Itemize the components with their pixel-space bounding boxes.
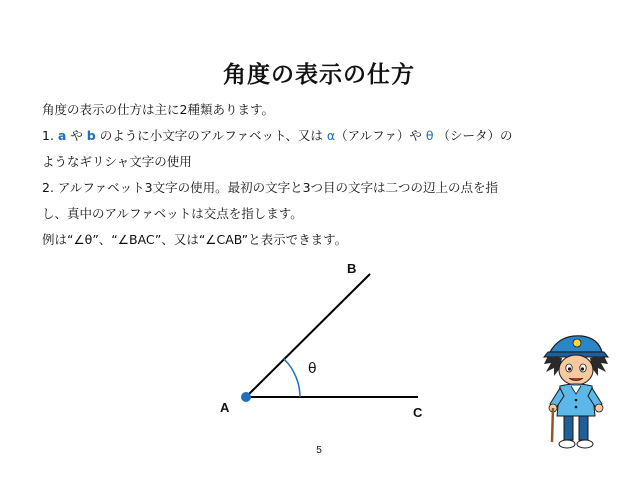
line2-text-3: （アルファ）や [335, 128, 426, 143]
ray-ab [246, 274, 370, 397]
body-line-3: ようなギリシャ文字の使用 [42, 154, 192, 169]
label-theta: θ [308, 361, 317, 377]
letter-alpha: α [326, 128, 336, 143]
letter-b: b [86, 128, 96, 143]
letter-theta: θ [425, 128, 434, 143]
body-line-1: 角度の表示の仕方は主に2種類あります。 [42, 102, 274, 117]
angle-arc [284, 359, 300, 397]
label-c: C [413, 405, 423, 420]
line2-prefix: 1. [42, 128, 58, 143]
body-line-4: 2. アルファベット3文字の使用。最初の文字と3つ目の文字は二つの辺上の点を指 [42, 180, 499, 195]
page-number: 5 [316, 445, 322, 456]
label-a: A [220, 400, 230, 415]
body-line-5: し、真中のアルファベットは交点を指します。 [42, 206, 303, 221]
body-line-6: 例は“∠θ”、“∠BAC”、又は“∠CAB”と表示できます。 [42, 232, 348, 247]
slide-title: 角度の表示の仕方 [223, 62, 415, 88]
letter-a: a [57, 128, 67, 143]
mascot-character-illustration [538, 330, 614, 455]
line2-text-1: や [66, 128, 87, 143]
line2-text-2: のように小文字のアルファベット、又は [95, 128, 327, 143]
vertex-point [241, 392, 251, 402]
line2-text-4: （シータ）の [433, 128, 513, 143]
label-b: B [347, 261, 357, 276]
